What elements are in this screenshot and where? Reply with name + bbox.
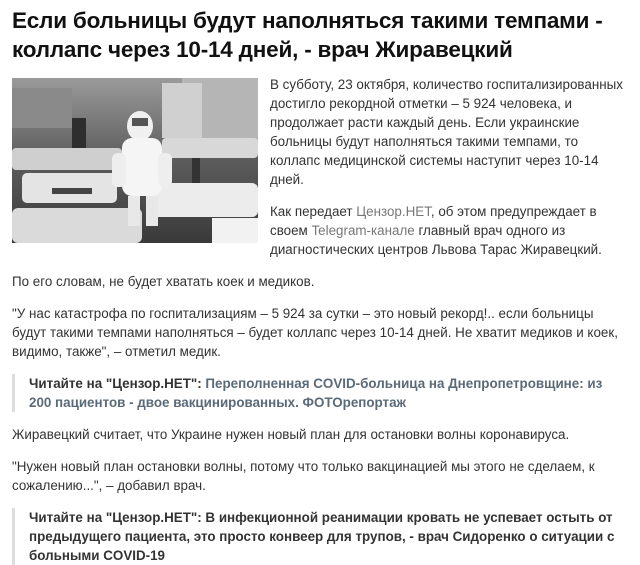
read-also-1[interactable] <box>12 374 628 412</box>
read-also-2-link[interactable]: В инфекционной реанимации кровать не успевает остыть от предыдущего пациента, это просто конвеер для трупов, - врач Сидоренко о ситуации с больными COVID-19 <box>29 510 615 563</box>
hospital-photo-image <box>12 78 258 243</box>
read-also-1-link[interactable]: Переполненная COVID-больница на Днепропетровщине: из 200 пациентов - двое вакцинированных. ФОТОрепортаж <box>29 376 603 410</box>
article-title: Если больницы будут наполняться такими темпами - коллапс через 10-14 дней, - врач Жиравецкий <box>12 8 603 62</box>
censor-link[interactable]: Цензор.НЕТ <box>356 204 431 219</box>
paragraph-4: "У нас катастрофа по госпитализациям – 5 924 за сутки – это новый рекорд!.. если больницы будут такими темпами наполняться – будет коллапс через 10-14 дней. Не хватит медиков и коек, видимо, также", – отметил медик. <box>12 306 618 359</box>
telegram-link[interactable]: Telegram-канале <box>311 223 415 238</box>
paragraph-2-after: главный врач одного из диагностических центров Львова Тарас Жиравецкий. <box>270 223 602 257</box>
paragraph-6: "Нужен новый план остановки волны, потому что только вакцинацией мы этого не сделаем, к сожалению...", – добавил врач. <box>12 459 595 493</box>
read-also-2[interactable] <box>12 508 628 565</box>
paragraph-1: В субботу, 23 октября, количество госпитализированных достигло рекордной отметки – 5 924 человека, и продолжает расти каждый день. Если украинские больницы будут наполняться такими темпами, то коллапс медицинской системы наступит через 10-14 дней. <box>270 77 623 187</box>
paragraph-2-before: Как передает <box>270 204 357 219</box>
paragraph-2-middle: , об этом предупреждает в своем <box>270 204 597 238</box>
paragraph-5: Жиравецкий считает, что Украине нужен новый план для остановки волны коронавируса. <box>12 427 570 442</box>
read-also-2-label: Читайте на "Цензор.НЕТ": <box>29 510 202 525</box>
paragraph-3: По его словам, не будет хватать коек и медиков. <box>12 274 315 289</box>
article-body <box>12 75 628 565</box>
hospital-photo[interactable] <box>12 78 258 243</box>
read-also-1-label: Читайте на "Цензор.НЕТ": <box>29 376 202 391</box>
